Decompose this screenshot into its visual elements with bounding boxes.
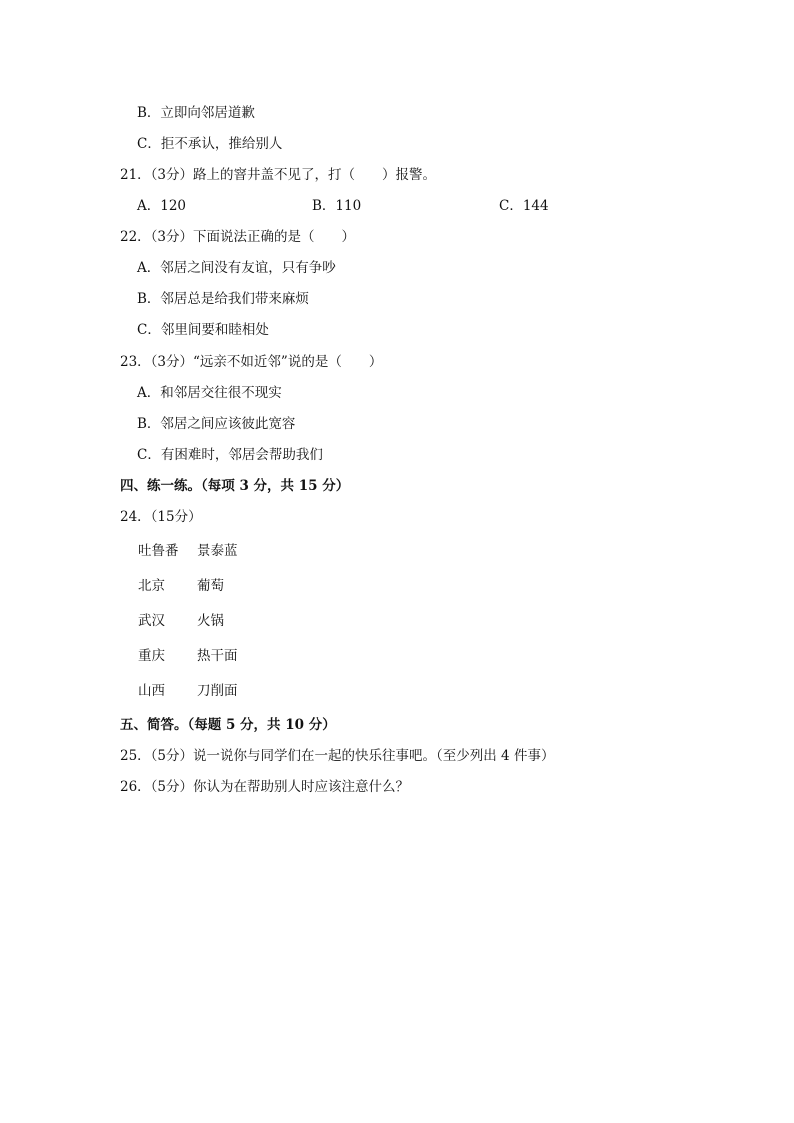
q22-option-a: A．邻居之间没有友谊，只有争吵 <box>137 260 336 276</box>
q25-stem: 25．（5分）说一说你与同学们在一起的快乐往事吧。（至少列出 4 件事） <box>120 748 555 764</box>
section-5-heading: 五、简答。（每题 5 分，共 10 分） <box>120 717 336 733</box>
q24-pair-right: 热干面 <box>197 648 238 664</box>
q24-pair-left: 武汉 <box>138 613 165 629</box>
q23-option-c: C．有困难时，邻居会帮助我们 <box>137 447 323 463</box>
q24-pair-right: 景泰蓝 <box>197 543 238 559</box>
q22-option-c: C．邻里间要和睦相处 <box>137 322 269 338</box>
q23-stem: 23．（3分）“远亲不如近邻”说的是（ ） <box>120 354 383 370</box>
q24-pair-right: 火锅 <box>197 613 224 629</box>
q21-option-a: A．120 <box>137 198 187 214</box>
q21-stem: 21．（3分）路上的窨井盖不见了，打（ ）报警。 <box>120 167 437 183</box>
q23-option-b: B．邻居之间应该彼此宽容 <box>137 416 296 432</box>
q24-stem: 24．（15分） <box>120 509 202 525</box>
q24-pair-right: 葡萄 <box>197 578 224 594</box>
q20-option-c: C．拒不承认，推给别人 <box>137 136 283 152</box>
q22-option-b: B．邻居总是给我们带来麻烦 <box>137 291 309 307</box>
q26-stem: 26．（5分）你认为在帮助别人时应该注意什么？ <box>120 779 410 795</box>
q21-option-c: C．144 <box>499 198 549 214</box>
q24-pair-left: 吐鲁番 <box>138 543 179 559</box>
q24-pair-left: 重庆 <box>138 648 165 664</box>
q24-pair-left: 山西 <box>138 683 165 699</box>
q23-option-a: A．和邻居交往很不现实 <box>137 385 282 401</box>
q24-pair-right: 刀削面 <box>197 683 238 699</box>
q21-option-b: B．110 <box>312 198 362 214</box>
q24-pair-left: 北京 <box>138 578 165 594</box>
q20-option-b: B．立即向邻居道歉 <box>137 105 255 121</box>
q22-stem: 22．（3分）下面说法正确的是（ ） <box>120 229 356 245</box>
section-4-heading: 四、练一练。（每项 3 分，共 15 分） <box>120 478 350 494</box>
